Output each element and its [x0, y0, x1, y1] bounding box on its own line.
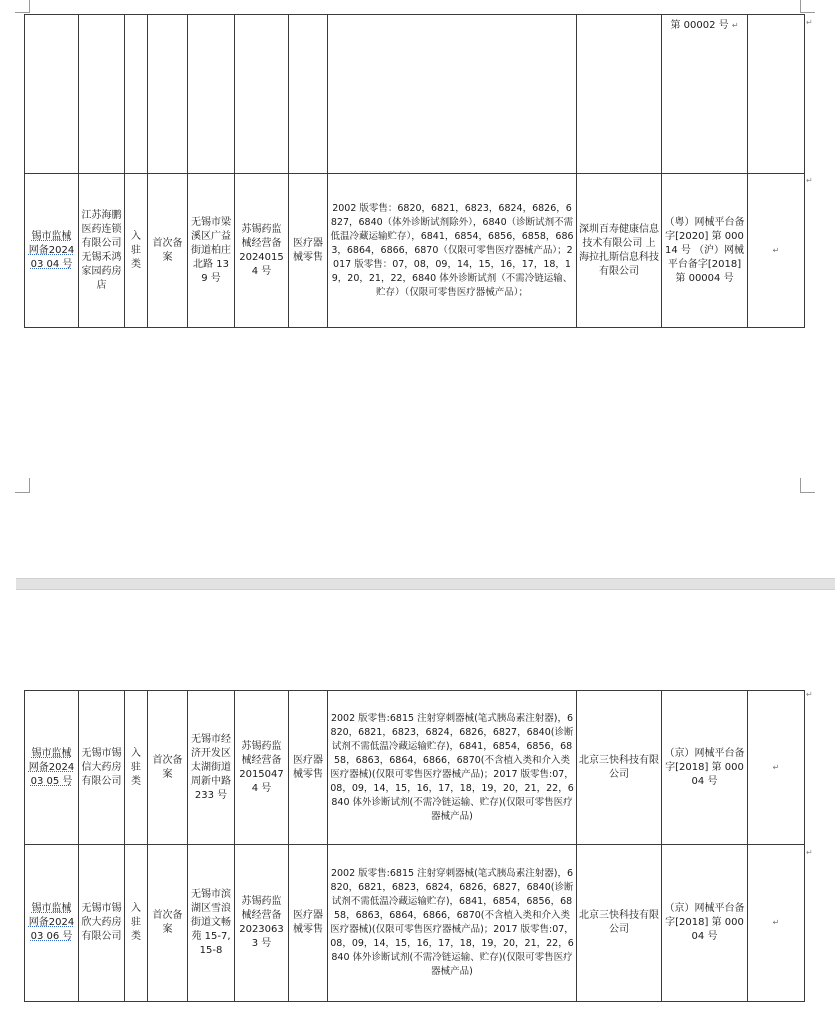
cell-filing-no: 锡市监械网备202403 04 号	[25, 174, 79, 328]
cell-filing-no	[25, 15, 79, 174]
cell-scope: 2002 版零售:6815 注射穿刺器械(笔式胰岛素注射器)，6820，6821，6823，6824，6826，6827，6840(诊断试剂不需低温冷藏运输贮存)，6841，6854，6856，6858，6863，6864，6866，6870(不含植入类和介入类医疗器械)(仅限可零售医疗器械产品)；2017 版零售:07，08，09，14，15，16，17，18，19，20，21，22，6840 体外诊断试剂(不需冷链运输、贮存)(仅限可零售医疗器械产品)	[328, 845, 577, 1002]
crop-mark-bottom-left	[15, 478, 30, 493]
cell-platform-filing: （京）网械平台备字[2018] 第 00004 号	[662, 691, 748, 845]
cell-type	[125, 15, 148, 174]
cell-filing-kind: 首次备案	[148, 691, 188, 845]
cell-scope: 2002 版零售：6820，6821，6823，6824，6826，6827，6840（体外诊断试剂除外），6840（诊断试剂不需低温冷藏运输贮存），6841，6854，6856，6858，6863，6864，6866，6870（仅限可零售医疗器械产品）；2017 版零售：07，08，09，14，15，16，17，18，19，20，21，22，6840 体外诊断试剂（不需冷链运输、贮存）（仅限可零售医疗器械产品）；	[328, 174, 577, 328]
cell-business: 医疗器械零售	[289, 691, 328, 845]
cell-address: 无锡市经济开发区太湖街道周新中路 233 号	[188, 691, 235, 845]
cell-scope: 2002 版零售:6815 注射穿刺器械(笔式胰岛素注射器)，6820，6821，6823，6824，6826，6827，6840(诊断试剂不需低温冷藏运输贮存)，6841，6854，6856，6858，6863，6864，6866，6870(不含植入类和介入类医疗器械)(仅限可零售医疗器械产品)；2017 版零售:07，08，09，14，15，16，17，18，19，20，21，22，6840 体外诊断试剂(不需冷链运输、贮存)(仅限可零售医疗器械产品)	[328, 691, 577, 845]
cell-company: 无锡市锡信大药房有限公司	[79, 691, 125, 845]
document-page-2	[0, 590, 835, 1033]
cell-platform: 北京三快科技有限公司	[577, 845, 662, 1002]
cell-remark: ↵	[748, 691, 805, 845]
cell-scope	[328, 15, 577, 174]
filing-table	[24, 690, 805, 1002]
cell-business: 医疗器械零售	[289, 845, 328, 1002]
crop-mark-top-left	[15, 0, 30, 13]
cell-type: 入驻类	[125, 691, 148, 845]
cell-address	[188, 15, 235, 174]
cell-platform: 深圳百寿健康信息技术有限公司 上海拉扎斯信息科技有限公司	[577, 174, 662, 328]
cell-license: 苏锡药监械经营备 20230633 号	[235, 845, 289, 1002]
table-row	[25, 15, 805, 174]
paragraph-mark: ↵	[806, 848, 813, 857]
cell-platform: 北京三快科技有限公司	[577, 691, 662, 845]
cell-remark	[748, 15, 805, 174]
cell-type: 入驻类	[125, 174, 148, 328]
cell-filing-no: 锡市监械网备202403 05 号	[25, 691, 79, 845]
paragraph-mark: ↵	[806, 176, 813, 185]
cell-filing-kind: 首次备案	[148, 845, 188, 1002]
cell-address: 无锡市梁溪区广益街道柏庄北路 139 号	[188, 174, 235, 328]
cell-platform-filing: （粤）网械平台备字[2020] 第 00014 号 （沪）网械平台备字[2018] 第 00004 号	[662, 174, 748, 328]
filing-table-continued	[24, 14, 805, 328]
cell-license: 苏锡药监械经营备 20240154 号	[235, 174, 289, 328]
cell-remark: ↵	[748, 174, 805, 328]
cell-platform	[577, 15, 662, 174]
page-separator	[16, 578, 835, 590]
table-row	[25, 845, 805, 1002]
cell-business	[289, 15, 328, 174]
cell-remark: ↵	[748, 845, 805, 1002]
cell-company	[79, 15, 125, 174]
cell-address: 无锡市滨湖区雪浪街道文畅苑 15-7,15-8	[188, 845, 235, 1002]
cell-license: 苏锡药监械经营备 20150474 号	[235, 691, 289, 845]
cell-company: 江苏海鹏医药连锁有限公司无锡禾鸿家园药房店	[79, 174, 125, 328]
crop-mark-top-right	[800, 0, 815, 13]
cell-type: 入驻类	[125, 845, 148, 1002]
cell-company: 无锡市锡欣大药房有限公司	[79, 845, 125, 1002]
crop-mark-bottom-right	[800, 478, 815, 493]
table-row	[25, 691, 805, 845]
cell-filing-kind: 首次备案	[148, 174, 188, 328]
cell-platform-filing: （京）网械平台备字[2018] 第 00004 号	[662, 845, 748, 1002]
paragraph-mark: ↵	[806, 690, 813, 699]
cell-filing-no: 锡市监械网备202403 06 号	[25, 845, 79, 1002]
paragraph-mark: ↵	[806, 18, 813, 27]
cell-business: 医疗器械零售	[289, 174, 328, 328]
table-row	[25, 174, 805, 328]
cell-platform-filing: 第 00002 号 ↵	[662, 15, 748, 174]
cell-license	[235, 15, 289, 174]
cell-filing-kind	[148, 15, 188, 174]
